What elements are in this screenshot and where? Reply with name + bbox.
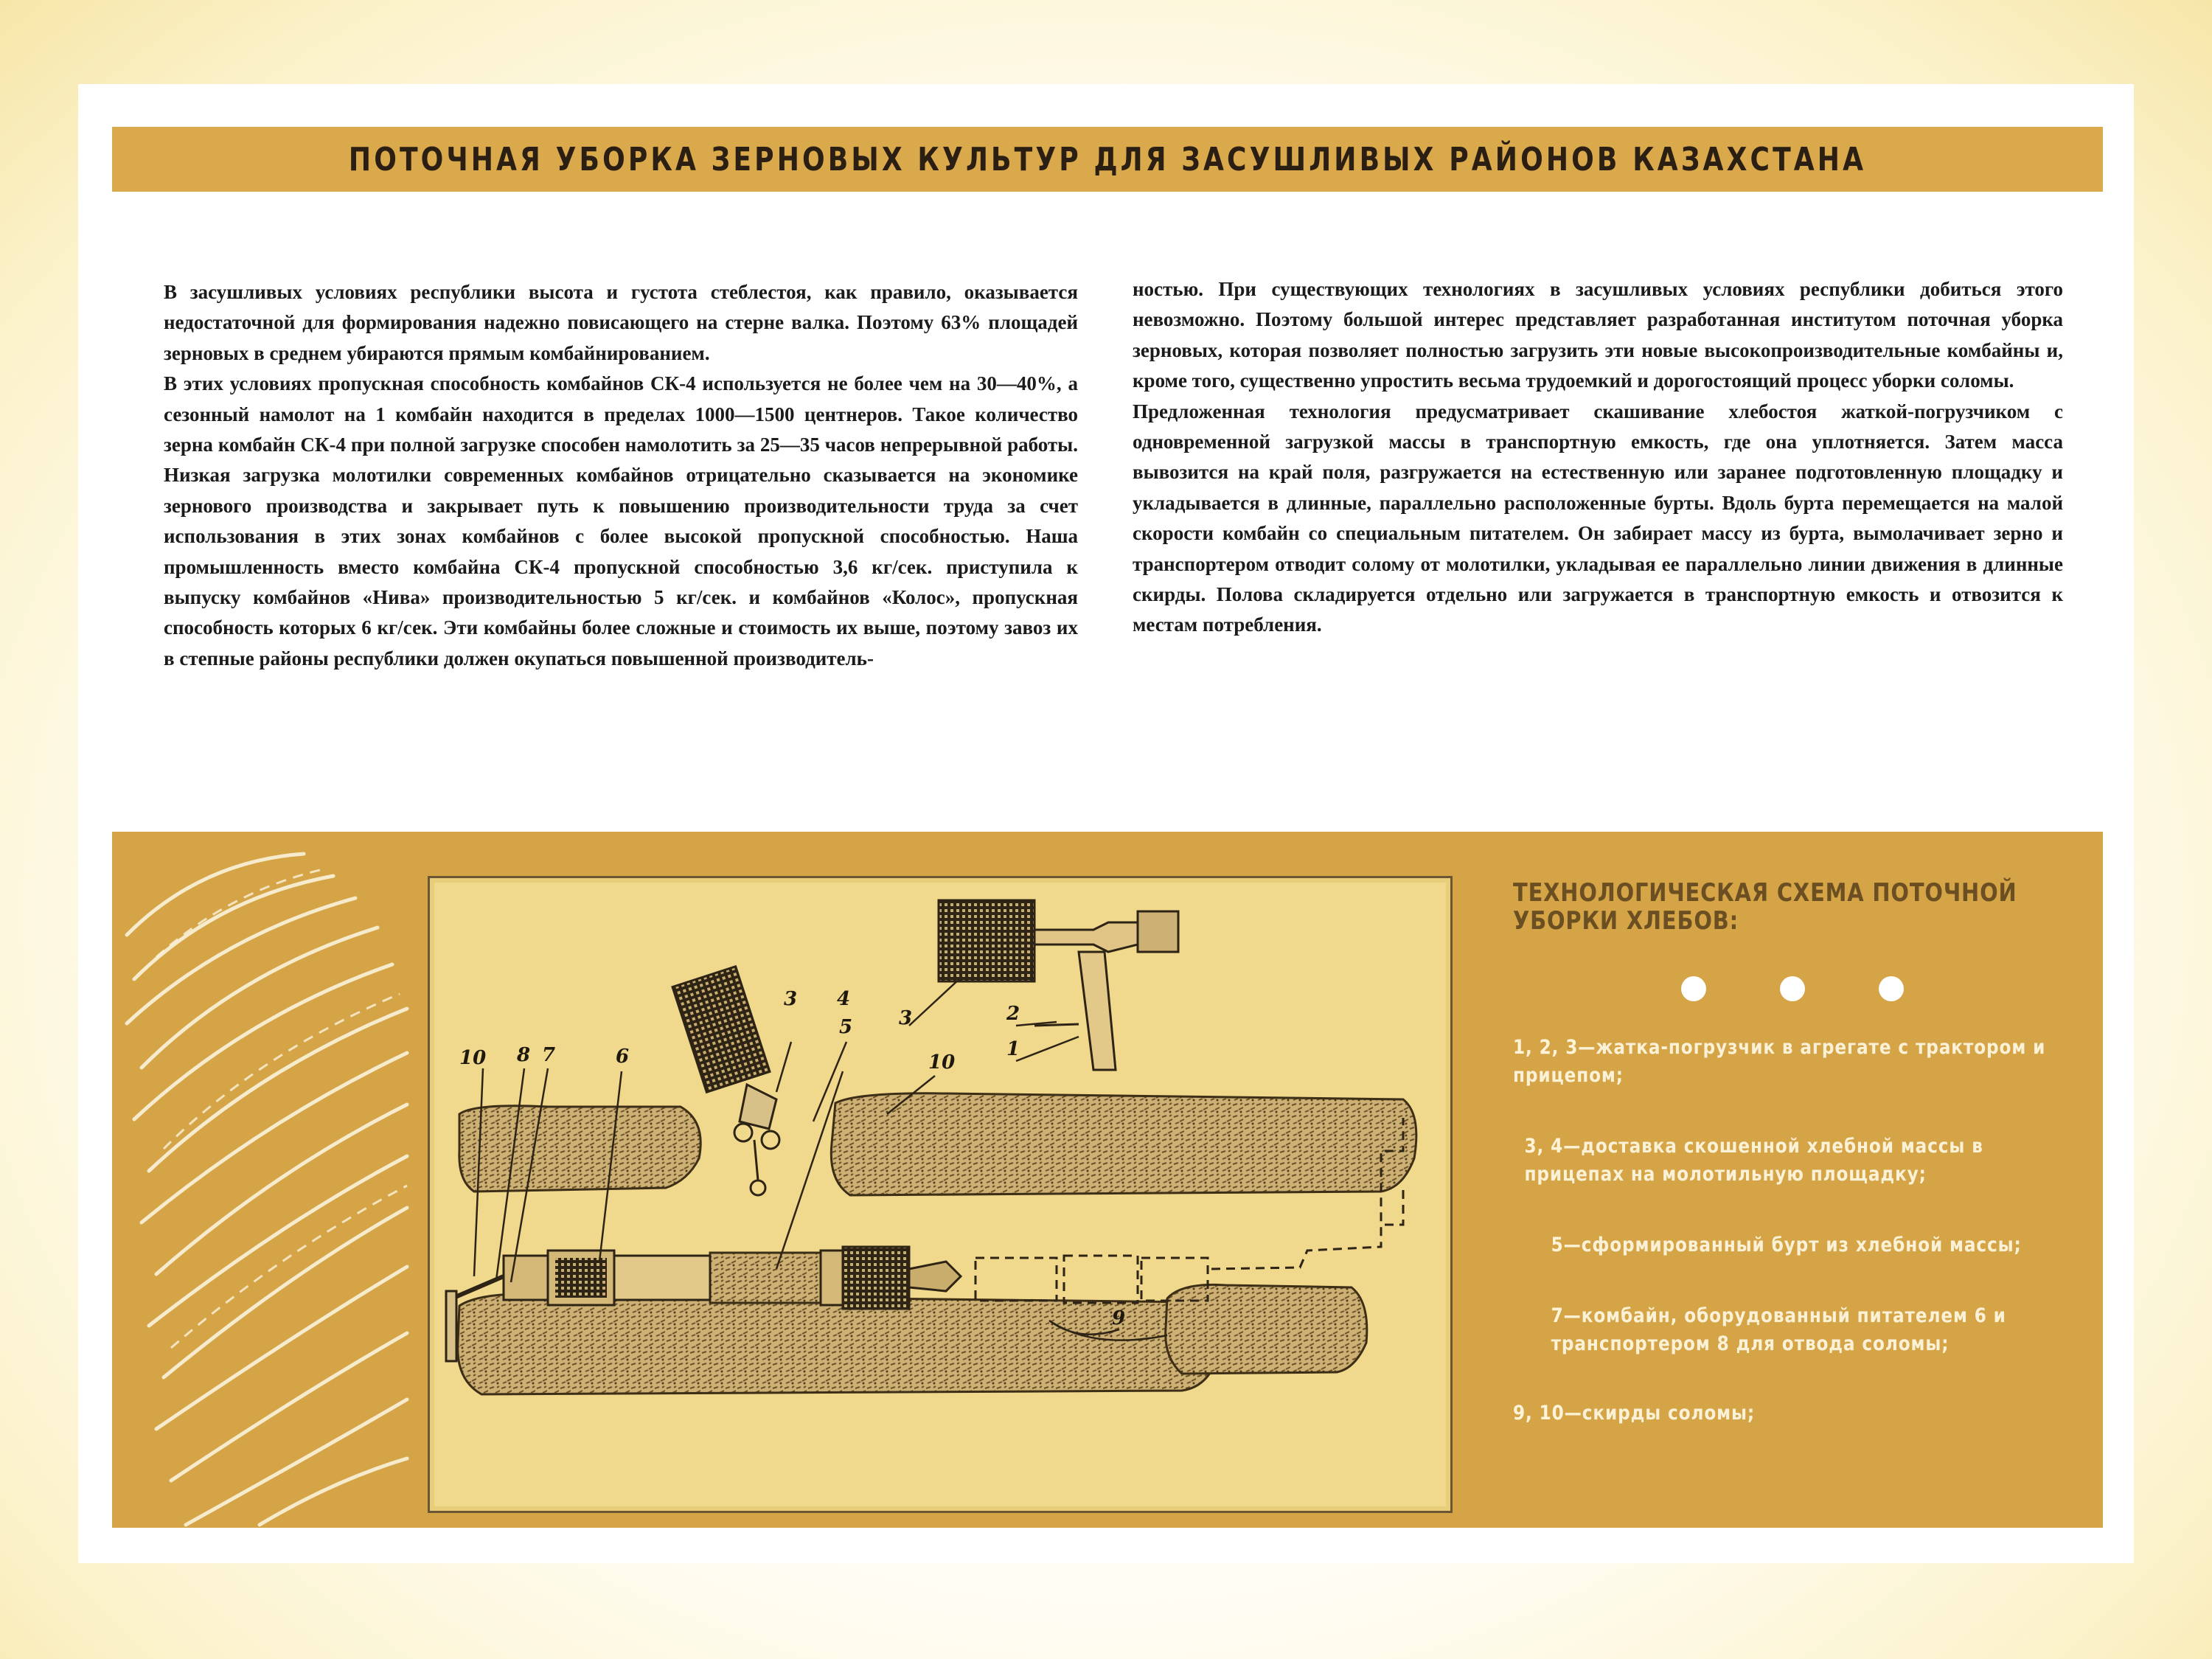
legend-item: [1513, 1034, 2072, 1090]
straw-stack-10-left: [459, 1106, 700, 1192]
paragraph: Предложенная технология предусматривает скашивание хлебостоя жаткой-погрузчиком с одновременной загрузкой массы в транспортную емкость, где она уплотняется. Затем масса вывозится на край поля, разгружается на естественную или заранее подготовленную площадку и укладывается в длинные, параллельно расположенные бурты. Вдоль бурта перемещается на малой скорости комбайн со специальным питателем. Он забирает массу из бурта, вымолачивает зерно и транспортером отводит солому от молотилки, укладывая ее параллельно линии движения в длинные скирды. Полова складируется отдельно или загружается в транспортную емкость и отвозится к местам потребления.: [1133, 400, 2063, 636]
text-column-left: [164, 277, 1078, 674]
decorative-strokes: [112, 832, 422, 1528]
label-10-right: 10: [928, 1051, 956, 1074]
straw-stack-9-right: [1166, 1284, 1367, 1374]
decorative-dots: [1681, 976, 2073, 1001]
label-1: 1: [1006, 1038, 1020, 1060]
legend-text: —комбайн, оборудованный питателем 6 и транспортером 8 для отвода соломы;: [1551, 1304, 2006, 1355]
paragraph: В засушливых условиях республики высота и густота стеблестоя, как правило, оказывается недостаточной для формирования надежно повисающего на стерне валка. Поэтому 63% площадей зерновых в среднем убираются прямым комбайнированием.: [164, 281, 1078, 364]
label-7: 7: [542, 1044, 556, 1066]
label-3-right: 3: [899, 1007, 913, 1029]
straw-stack-10-right: [831, 1093, 1416, 1195]
label-5: 5: [839, 1016, 853, 1038]
legend-item: [1513, 1231, 2072, 1259]
legend-text: —скирды соломы;: [1564, 1402, 1755, 1425]
document-page: [78, 84, 2134, 1563]
label-6: 6: [616, 1046, 630, 1068]
label-8: 8: [517, 1044, 531, 1066]
page-title: ПОТОЧНАЯ УБОРКА ЗЕРНОВЫХ КУЛЬТУР ДЛЯ ЗАСУШЛИВЫХ РАЙОНОВ КАЗАХСТАНА: [348, 140, 1867, 178]
paragraph: ностью. При существующих технологиях в засушливых условиях республики добиться этого невозможно. Поэтому большой интерес представляет разработанная институтом поточная уборка зерновых, которая позволяет полностью загрузить эти новые высокопроизводительные комбайны и, кроме того, существенно упростить весьма трудоемкий и дорогостоящий процесс уборки соломы.: [1133, 278, 2063, 392]
legend-number: 3, 4: [1524, 1135, 1564, 1158]
legend-text: —сформированный бурт из хлебной массы;: [1563, 1234, 2022, 1256]
legend-number: 1, 2, 3: [1513, 1036, 1579, 1059]
paragraph: В этих условиях пропускная способность комбайнов СК-4 используется не более чем на 30—40%, а сезонный намолот на 1 комбайн находится в пределах 1000—1500 центнеров. Такое количество зерна комбайн СК-4 при полной загрузке способен намолотить за 25—35 часов непрерывной работы. Низкая загрузка молотилки современных комбайнов отрицательно сказывается на экономике зернового производства и закрывает путь к повышению производительности труда за счет использования в этих зонах комбайнов с более высокой пропускной способностью. Наша промышленность вместо комбайна СК-4 пропускной способностью 3,6 кг/сек. приступила к выпуску комбайнов «Нива» производительностью 5 кг/сек. и комбайнов «Колос», пропускная способность которых 6 кг/сек. Эти комбайны более сложные и стоимость их выше, поэтому завоз их в степные районы республики должен окупаться повышенной производитель-: [164, 372, 1078, 669]
straw-stack-9-left: [458, 1294, 1218, 1394]
windrow-5: [710, 1253, 821, 1303]
caption-title: ТЕХНОЛОГИЧЕСКАЯ СХЕМА ПОТОЧНОЙ УБОРКИ ХЛЕБОВ:: [1513, 878, 2017, 936]
label-10-left: 10: [459, 1047, 487, 1069]
legend-number: 9, 10: [1513, 1402, 1565, 1425]
label-3-left: 3: [784, 988, 798, 1010]
technology-scheme-figure: [428, 876, 1453, 1513]
legend-item: [1513, 1399, 2072, 1427]
title-banner: [112, 127, 2103, 192]
scheme-diagram: [430, 878, 1450, 1511]
legend-text: —доставка скошенной хлебной массы в прицепах на молотильную площадку;: [1524, 1135, 1983, 1186]
legend-text: —жатка-погрузчик в агрегате с трактором и прицепом;: [1513, 1036, 2046, 1087]
dot-icon: [1780, 976, 1805, 1001]
illustration-band: [112, 832, 2103, 1528]
legend-item: [1513, 1133, 2072, 1189]
legend-item: [1513, 1302, 2072, 1358]
legend-number: 7: [1551, 1304, 1564, 1327]
dot-icon: [1681, 976, 1706, 1001]
label-9: 9: [1112, 1307, 1126, 1329]
dot-icon: [1879, 976, 1904, 1001]
label-2: 2: [1006, 1003, 1020, 1025]
scheme-caption: [1513, 879, 2073, 1427]
legend-number: 5: [1551, 1234, 1564, 1256]
text-column-right: [1133, 274, 2063, 641]
label-4: 4: [837, 988, 851, 1010]
